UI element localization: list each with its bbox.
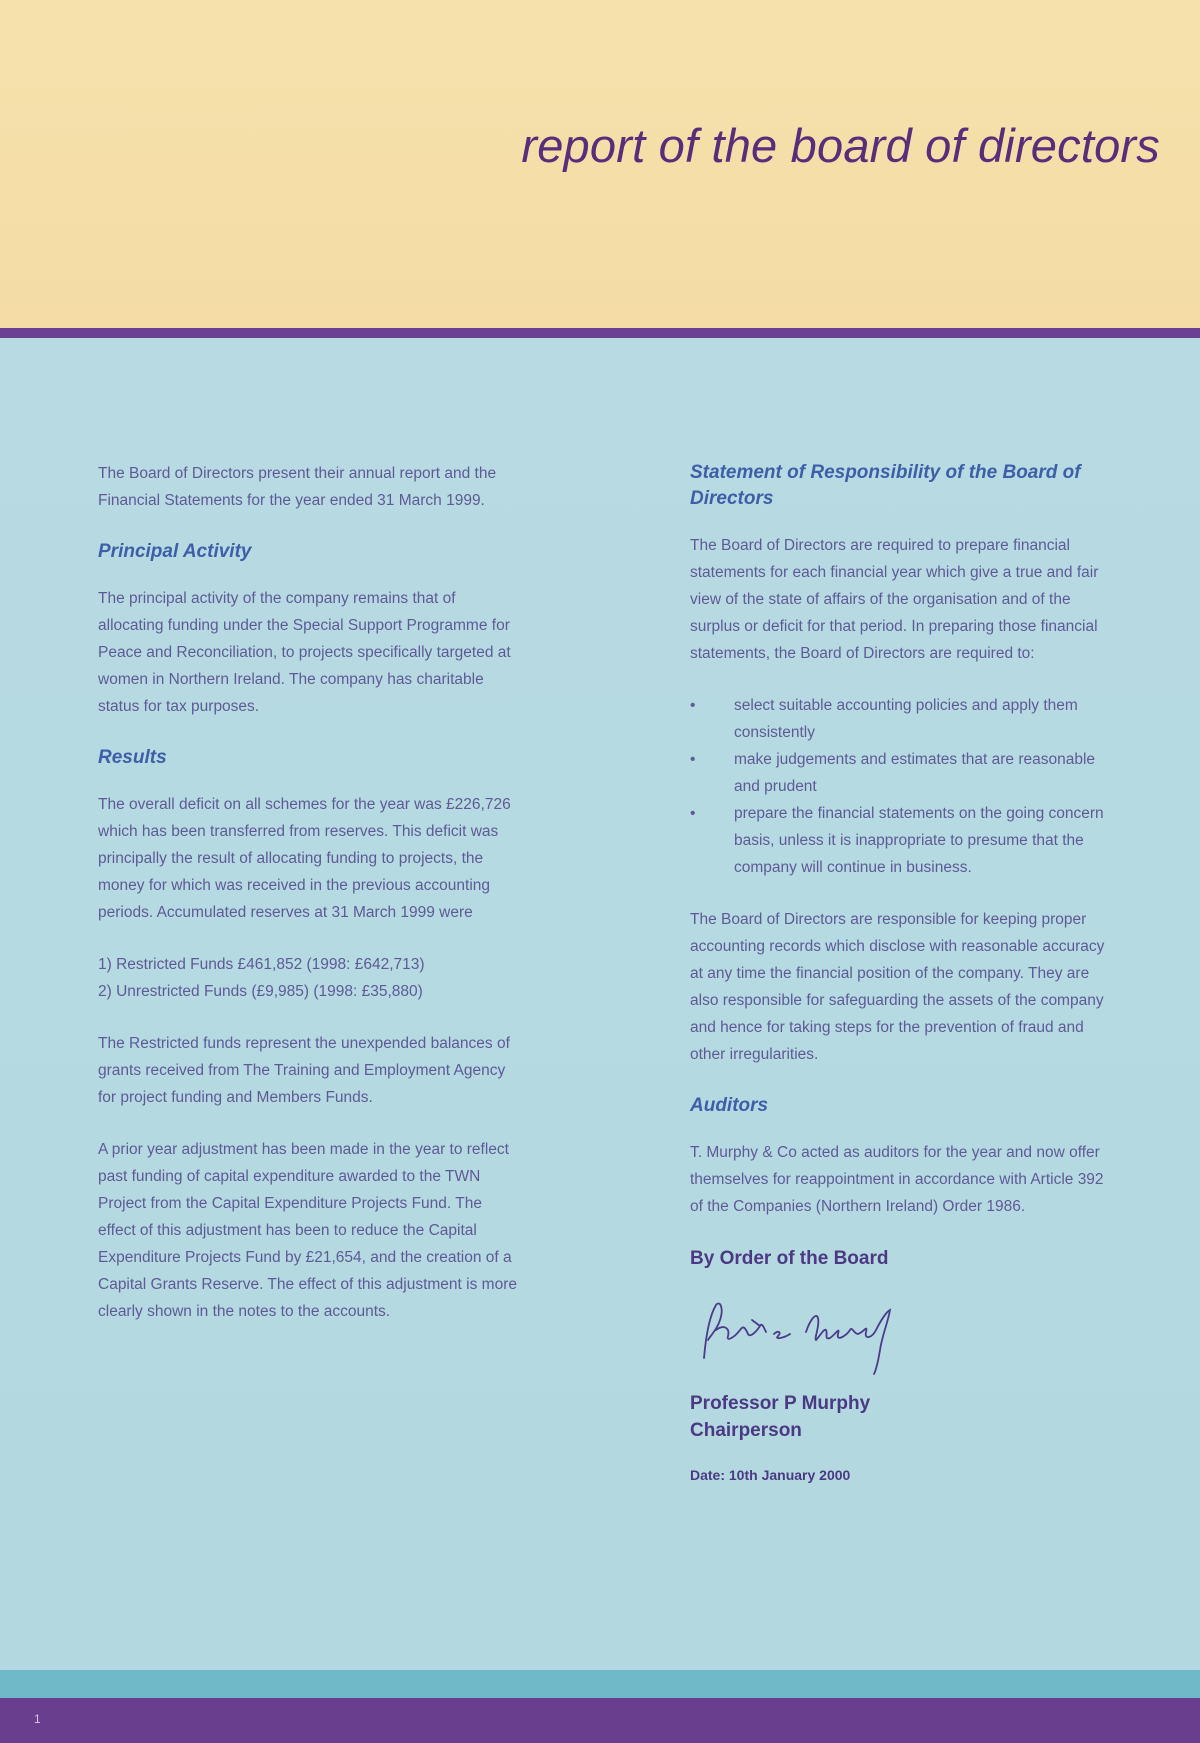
results-heading: Results (98, 747, 167, 768)
unrestricted-funds-line: 2) Unrestricted Funds (£9,985) (1998: £35,880) (98, 983, 423, 1000)
bullet-icon: • (690, 697, 696, 714)
footer-band (0, 1698, 1200, 1743)
accounting-records-paragraph: The Board of Directors are responsible for keeping proper accounting records which disclose with reasonable accuracy at any time the financial position of the company. They are also responsible for safeguarding the assets of the company and hence for taking steps for the prevention of fraud and other irregularities. (690, 911, 1105, 1063)
footer-teal-band (0, 1670, 1200, 1698)
bullet-icon: • (690, 751, 696, 768)
list-item: • select suitable accounting policies and apply them consistently (690, 692, 1110, 746)
signatory-block (690, 1390, 1110, 1444)
restricted-funds-paragraph: The Restricted funds represent the unexpended balances of grants received from The Training and Employment Agency for project funding and Members Funds. (98, 1035, 510, 1106)
bullet-icon: • (690, 805, 696, 822)
right-column (690, 460, 1110, 1489)
signature-date: Date: 10th January 2000 (690, 1467, 851, 1483)
principal-activity-paragraph: The principal activity of the company remains that of allocating funding under the Special Support Programme for Peace and Reconciliation, to projects specifically targeted at women in Northern Ireland. The company has charitable status for tax purposes. (98, 590, 511, 715)
page-number: 1 (34, 1712, 41, 1726)
statement-paragraph: The Board of Directors are required to prepare financial statements for each financial year which give a true and fair view of the state of affairs of the organisation and of the surplus or deficit for that period. In preparing those financial statements, the Board of Directors are required to: (690, 537, 1099, 662)
signature (690, 1290, 920, 1380)
results-paragraph: The overall deficit on all schemes for the year was £226,726 which has been transferred from reserves. This deficit was principally the result of allocating funding to projects, the money for which was received in the previous accounting periods. Accumulated reserves at 31 March 1999 were (98, 796, 511, 921)
list-item: • make judgements and estimates that are reasonable and prudent (690, 746, 1110, 800)
signatory-name: Professor P Murphy (690, 1393, 871, 1414)
header-divider (0, 328, 1200, 338)
responsibility-list (690, 692, 1110, 881)
funds-list (98, 951, 518, 1005)
left-column (98, 460, 518, 1350)
signatory-title: Chairperson (690, 1420, 802, 1441)
auditors-heading: Auditors (690, 1095, 769, 1116)
by-order-line: By Order of the Board (690, 1248, 889, 1269)
restricted-funds-line: 1) Restricted Funds £461,852 (1998: £642,713) (98, 956, 425, 973)
page-title: report of the board of directors (521, 119, 1160, 172)
principal-activity-heading: Principal Activity (98, 541, 252, 562)
intro-paragraph: The Board of Directors present their annual report and the Financial Statements for the year ended 31 March 1999. (98, 465, 497, 509)
prior-year-adjustment-paragraph: A prior year adjustment has been made in the year to reflect past funding of capital expenditure awarded to the TWN Project from the Capital Expenditure Projects Fund. The effect of this adjustment has been to reduce the Capital Expenditure Projects Fund by £21,654, and the creation of a Capital Grants Reserve. The effect of this adjustment is more clearly shown in the notes to the accounts. (98, 1141, 517, 1320)
header-banner (0, 0, 1200, 328)
statement-of-responsibility-heading: Statement of Responsibility of the Board of Directors (690, 462, 1081, 509)
auditors-paragraph: T. Murphy & Co acted as auditors for the year and now offer themselves for reappointment in accordance with Article 392 of the Companies (Northern Ireland) Order 1986. (690, 1144, 1104, 1215)
list-item: • prepare the financial statements on the going concern basis, unless it is inappropriate to presume that the company will continue in business. (690, 800, 1110, 881)
